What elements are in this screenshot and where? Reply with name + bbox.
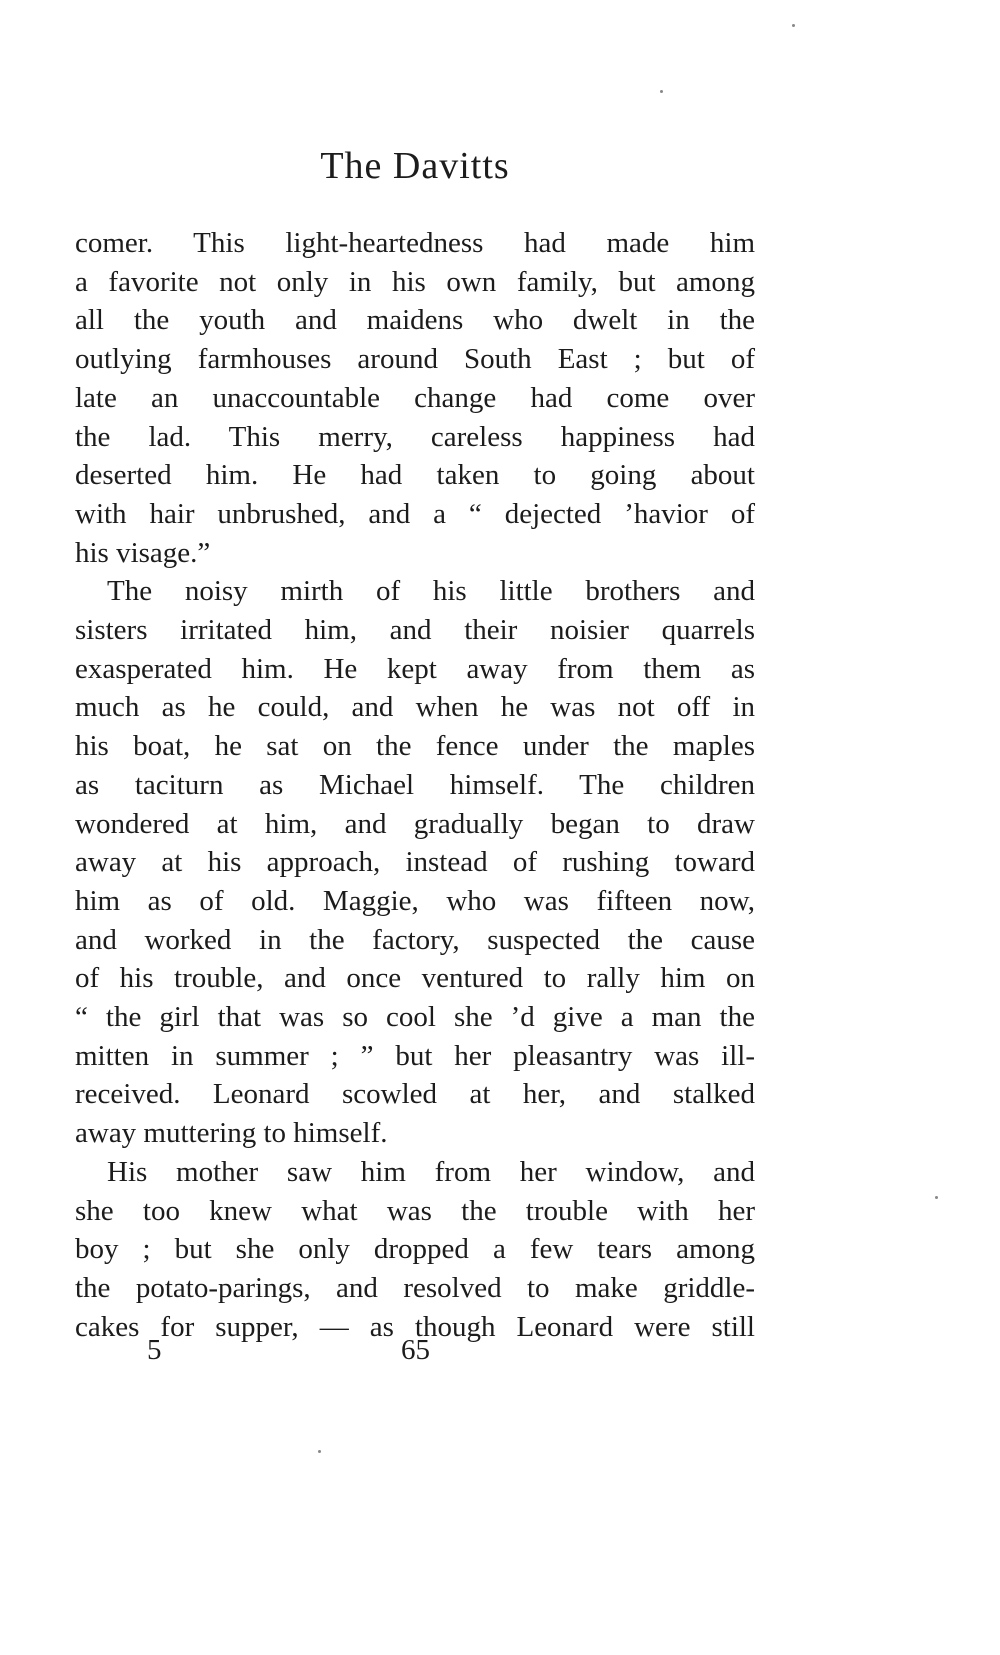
text-line: exasperated him. He kept away from them as (75, 652, 755, 685)
text-line: him as of old. Maggie, who was fifteen now, (75, 884, 755, 917)
text-line: The noisy mirth of his little brothers and (107, 575, 755, 608)
paper-speck (935, 1196, 938, 1199)
text-line: as taciturn as Michael himself. The children (75, 768, 755, 801)
text-line: and worked in the factory, suspected the cause (75, 923, 755, 956)
paragraph (75, 1153, 755, 1347)
text-line: His mother saw him from her window, and (107, 1155, 755, 1188)
signature-mark: 5 (147, 1334, 162, 1366)
text-line: comer. This light-heartedness had made him (75, 227, 755, 259)
text-line: the lad. This merry, careless happiness had (75, 420, 755, 453)
paper-speck (792, 24, 795, 27)
paragraph (75, 572, 755, 1153)
text-line: his boat, he sat on the fence under the maples (75, 730, 755, 763)
text-line: deserted him. He had taken to going about (75, 459, 755, 492)
text-line: “ the girl that was so cool she ’d give a man the (75, 1001, 755, 1034)
paper-speck (660, 90, 663, 93)
paragraph (75, 224, 755, 572)
text-line: mitten in summer ; ” but her pleasantry was ill- (75, 1039, 755, 1072)
running-head: The Davitts (320, 145, 510, 187)
text-line: away at his approach, instead of rushing toward (75, 846, 755, 879)
text-line: late an unaccountable change had come over (75, 381, 755, 414)
text-line: wondered at him, and gradually began to draw (75, 807, 755, 840)
text-line: cakes for supper, — as though Leonard were still (75, 1310, 755, 1343)
text-line: much as he could, and when he was not off in (75, 691, 755, 724)
text-line: away muttering to himself. (75, 1117, 388, 1150)
text-line: with hair unbrushed, and a “ dejected ’havior of (75, 497, 755, 530)
page-footer (75, 1334, 755, 1374)
text-line: his visage.” (75, 536, 211, 569)
text-line: all the youth and maidens who dwelt in the (75, 304, 755, 337)
text-line: received. Leonard scowled at her, and stalked (75, 1078, 755, 1111)
text-line: of his trouble, and once ventured to rally him on (75, 962, 755, 995)
text-line: a favorite not only in his own family, but among (75, 265, 755, 298)
body-text (75, 224, 755, 1346)
page-number: 65 (401, 1334, 430, 1366)
text-line: the potato-parings, and resolved to make griddle- (75, 1271, 755, 1304)
text-line: sisters irritated him, and their noisier quarrels (75, 614, 755, 647)
paper-speck (318, 1450, 321, 1453)
text-line: she too knew what was the trouble with her (75, 1194, 755, 1227)
text-line: outlying farmhouses around South East ; but of (75, 343, 755, 376)
text-line: boy ; but she only dropped a few tears among (75, 1233, 755, 1266)
